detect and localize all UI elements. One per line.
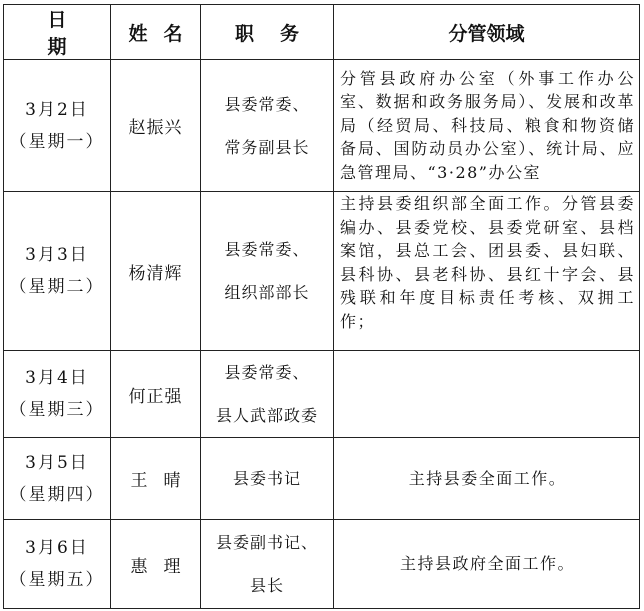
responsibilities-cell: 主持县委组织部全面工作。分管县委编办、县委党校、县委党研室、县档案馆，县总工会、团县委、县妇联、县科协、县老科协、县红十字会、县残联和年度目标责任考核、双拥工作； xyxy=(334,192,640,351)
header-responsibilities: 分管领域 xyxy=(334,5,640,60)
weekday-text: （星期二） xyxy=(9,277,105,297)
table-row xyxy=(4,60,640,192)
leader-schedule-table xyxy=(3,4,640,609)
position-line: 县长 xyxy=(249,576,284,595)
date-text: 3月4日 xyxy=(25,368,89,388)
responsibilities-cell xyxy=(334,351,640,438)
date-text: 3月5日 xyxy=(25,452,89,473)
date-text: 3月6日 xyxy=(25,538,89,558)
header-position: 职务 xyxy=(201,5,334,60)
weekday-text: （星期五） xyxy=(9,570,105,590)
table-row xyxy=(4,351,640,438)
responsibilities-cell: 主持县委全面工作。 xyxy=(334,438,640,520)
position-line: 县人武部政委 xyxy=(215,406,318,425)
position-cell xyxy=(201,60,334,192)
date-cell xyxy=(4,192,111,351)
name-cell: 惠理 xyxy=(111,520,201,609)
responsibilities-cell: 主持县政府全面工作。 xyxy=(334,520,640,609)
position-line: 县委副书记、 xyxy=(215,533,318,552)
position-cell xyxy=(201,520,334,609)
position-line: 组织部部长 xyxy=(224,283,310,302)
responsibilities-cell: 分管县政府办公室（外事工作办公室、数据和政务服务局）、发展和改革局（经贸局、科技局、粮食和物资储备局、国防动员办公室）、统计局、应急管理局、“3·28”办公室 xyxy=(334,60,640,192)
date-cell xyxy=(4,520,111,609)
position-line: 县委常委、 xyxy=(224,240,310,259)
date-text: 3月2日 xyxy=(25,99,89,120)
date-text: 3月3日 xyxy=(25,245,89,265)
name-cell: 赵振兴 xyxy=(111,60,201,192)
table-row xyxy=(4,192,640,351)
position-line: 县委书记 xyxy=(232,469,301,488)
weekday-text: （星期三） xyxy=(9,400,105,420)
date-cell xyxy=(4,351,111,438)
position-cell xyxy=(201,351,334,438)
date-cell xyxy=(4,60,111,192)
weekday-text: （星期四） xyxy=(9,484,105,505)
name-cell: 杨清辉 xyxy=(111,192,201,351)
date-cell xyxy=(4,438,111,520)
weekday-text: （星期一） xyxy=(9,131,105,152)
position-line: 县委常委、 xyxy=(224,94,310,114)
name-cell: 何正强 xyxy=(111,351,201,438)
position-cell xyxy=(201,192,334,351)
header-date: 日期 xyxy=(4,5,111,60)
header-row xyxy=(4,5,640,60)
header-name: 姓名 xyxy=(111,5,201,60)
position-line: 县委常委、 xyxy=(224,363,310,382)
table-row xyxy=(4,438,640,520)
name-cell: 王晴 xyxy=(111,438,201,520)
position-cell xyxy=(201,438,334,520)
table-row xyxy=(4,520,640,609)
position-line: 常务副县长 xyxy=(224,137,310,157)
